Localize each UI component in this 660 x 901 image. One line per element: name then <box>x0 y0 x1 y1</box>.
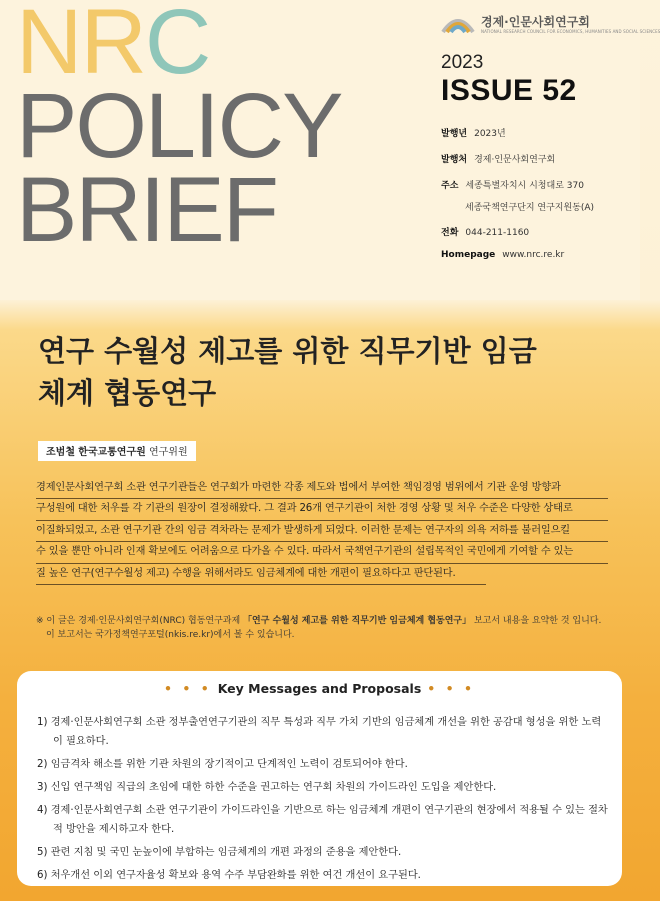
masthead-c: C <box>144 0 210 93</box>
abstract <box>36 478 608 585</box>
note-portal-line: 이 보고서는 국가정책연구포털(nkis.re.kr)에서 볼 수 있습니다. <box>46 630 295 640</box>
info-row: Homepage www.nrc.re.kr <box>441 250 565 260</box>
abstract-line: 경제인문사회연구회 소관 연구기관들은 연구회가 마련한 각종 제도와 법에서 부여한 책임경영 범위에서 기관 운영 방향과 <box>36 478 608 499</box>
issue-year: 2023 <box>441 52 484 73</box>
org-logo <box>441 12 660 38</box>
key-messages-box <box>17 671 622 886</box>
list-item: 6) 처우개선 이외 연구자율성 확보와 용역 수주 부담완화를 위한 여건 개선이 요구된다. <box>37 870 421 881</box>
org-logo-icon <box>441 12 475 36</box>
issue-number: ISSUE 52 <box>441 74 577 107</box>
list-item: 5) 관련 지침 및 국민 눈높이에 부합하는 임금체계의 개편 과정의 준용을 제안한다. <box>37 847 402 858</box>
abstract-line: 이질화되었고, 소관 연구기관 간의 임금 격차라는 문제가 발생하게 되었다. 이러한 문제는 연구자의 의욕 저하를 불러일으킬 <box>36 521 608 542</box>
masthead-policy: POLICY <box>16 75 342 177</box>
author-name: 조범철 <box>46 447 75 458</box>
brief-title-line: 연구 수월성 제고를 위한 직무기반 임금 <box>38 334 537 368</box>
org-subtitle: NATIONAL RESEARCH COUNCIL FOR ECONOMICS, HUMANITIES AND SOCIAL SCIENCES <box>481 29 660 34</box>
masthead-nr: NR <box>16 0 145 93</box>
org-name: 경제·인문사회연구회 <box>481 15 590 29</box>
info-row: 전화 044-211-1160 <box>441 228 530 238</box>
abstract-line: 질 높은 연구(연구수월성 제고) 수행을 위해서라도 임금체계에 대한 개편이 필요하다고 판단된다. <box>36 564 486 585</box>
masthead-brief: BRIEF <box>16 159 277 261</box>
key-messages-list <box>37 713 609 889</box>
author-position: 연구위원 <box>148 447 188 458</box>
key-messages-heading: • • • Key Messages and Proposals • • • <box>164 681 475 696</box>
masthead-title <box>16 0 342 261</box>
report-title: 「연구 수월성 제고를 위한 직무기반 임금체계 협동연구」 <box>243 616 472 626</box>
list-item: 3) 신입 연구책임 직급의 초임에 대한 하한 수준을 권고하는 연구회 차원의 가이드라인 도입을 제안한다. <box>37 782 497 793</box>
list-item: 4) 경제·인문사회연구회 소관 연구기관이 가이드라인을 기반으로 하는 임금체계 개편이 연구기관의 현장에서 적용될 수 있는 절차적 방안을 제시하고자 한다. <box>37 805 608 835</box>
info-row: 주소 세종특별자치시 시청대로 370 <box>441 181 584 191</box>
info-row: 발행처 경제·인문사회연구회 <box>441 155 556 165</box>
author-institution: 한국교통연구원 <box>78 447 146 458</box>
dots-icon: • • • <box>427 681 475 696</box>
source-note: ※ 이 글은 경제·인문사회연구회(NRC) 협동연구과제 「연구 수월성 제고를 위한 직무기반 임금체계 협동연구」 보고서 내용을 요약한 것 입니다. 이 보고서는 국가정책연구포털(nkis.re.kr)에서 볼 수 있습니다. <box>36 614 616 642</box>
abstract-line: 수 있을 뿐만 아니라 인재 확보에도 어려움으로 다가올 수 있다. 따라서 국책연구기관의 설립목적인 국민에게 기여할 수 있는 <box>36 542 608 563</box>
list-item: 1) 경제·인문사회연구회 소관 정부출연연구기관의 직무 특성과 직무 가치 기반의 임금체계 개선을 위한 공감대 형성을 위한 노력이 필요하다. <box>37 717 602 747</box>
brief-title <box>38 330 608 414</box>
list-item: 2) 임금격차 해소를 위한 기관 차원의 장기적이고 단계적인 노력이 검토되어야 한다. <box>37 759 408 770</box>
brief-title-line: 체계 협동연구 <box>38 376 217 410</box>
info-row: 발행년 2023년 <box>441 129 506 139</box>
abstract-line: 구성원에 대한 처우를 각 기관의 원장이 결정해왔다. 그 결과 26개 연구기관이 처한 경영 상황 및 처우 수준은 다양한 상태로 <box>36 499 608 520</box>
author-tag <box>38 441 196 461</box>
info-row: 세종국책연구단지 연구지원동(A) <box>465 203 595 213</box>
dots-icon: • • • <box>164 681 212 696</box>
